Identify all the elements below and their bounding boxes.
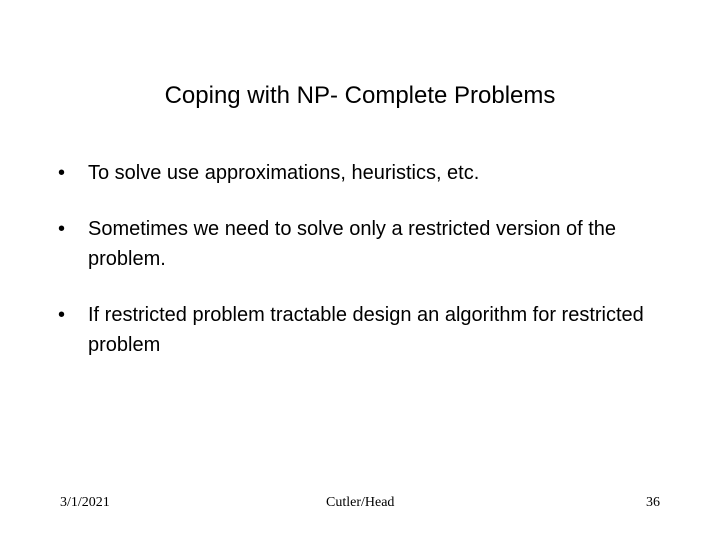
bullet-item [58, 158, 678, 188]
footer-date: 3/1/2021 [60, 495, 110, 510]
bullet-dot-icon: • [58, 162, 66, 184]
footer-author: Cutler/Head [326, 495, 395, 510]
bullet-list [58, 158, 678, 386]
slide-title: Coping with NP- Complete Problems [164, 82, 556, 109]
bullet-text: Sometimes we need to solve only a restricted version of the problem. [88, 218, 617, 270]
bullet-dot-icon: • [58, 218, 66, 240]
bullet-item [58, 300, 678, 360]
bullet-text: If restricted problem tractable design an algorithm for restricted problem [88, 304, 644, 356]
bullet-dot-icon: • [58, 304, 66, 326]
bullet-item [58, 214, 678, 274]
slide-number: 36 [646, 495, 660, 510]
bullet-text: To solve use approximations, heuristics, etc. [88, 162, 480, 184]
